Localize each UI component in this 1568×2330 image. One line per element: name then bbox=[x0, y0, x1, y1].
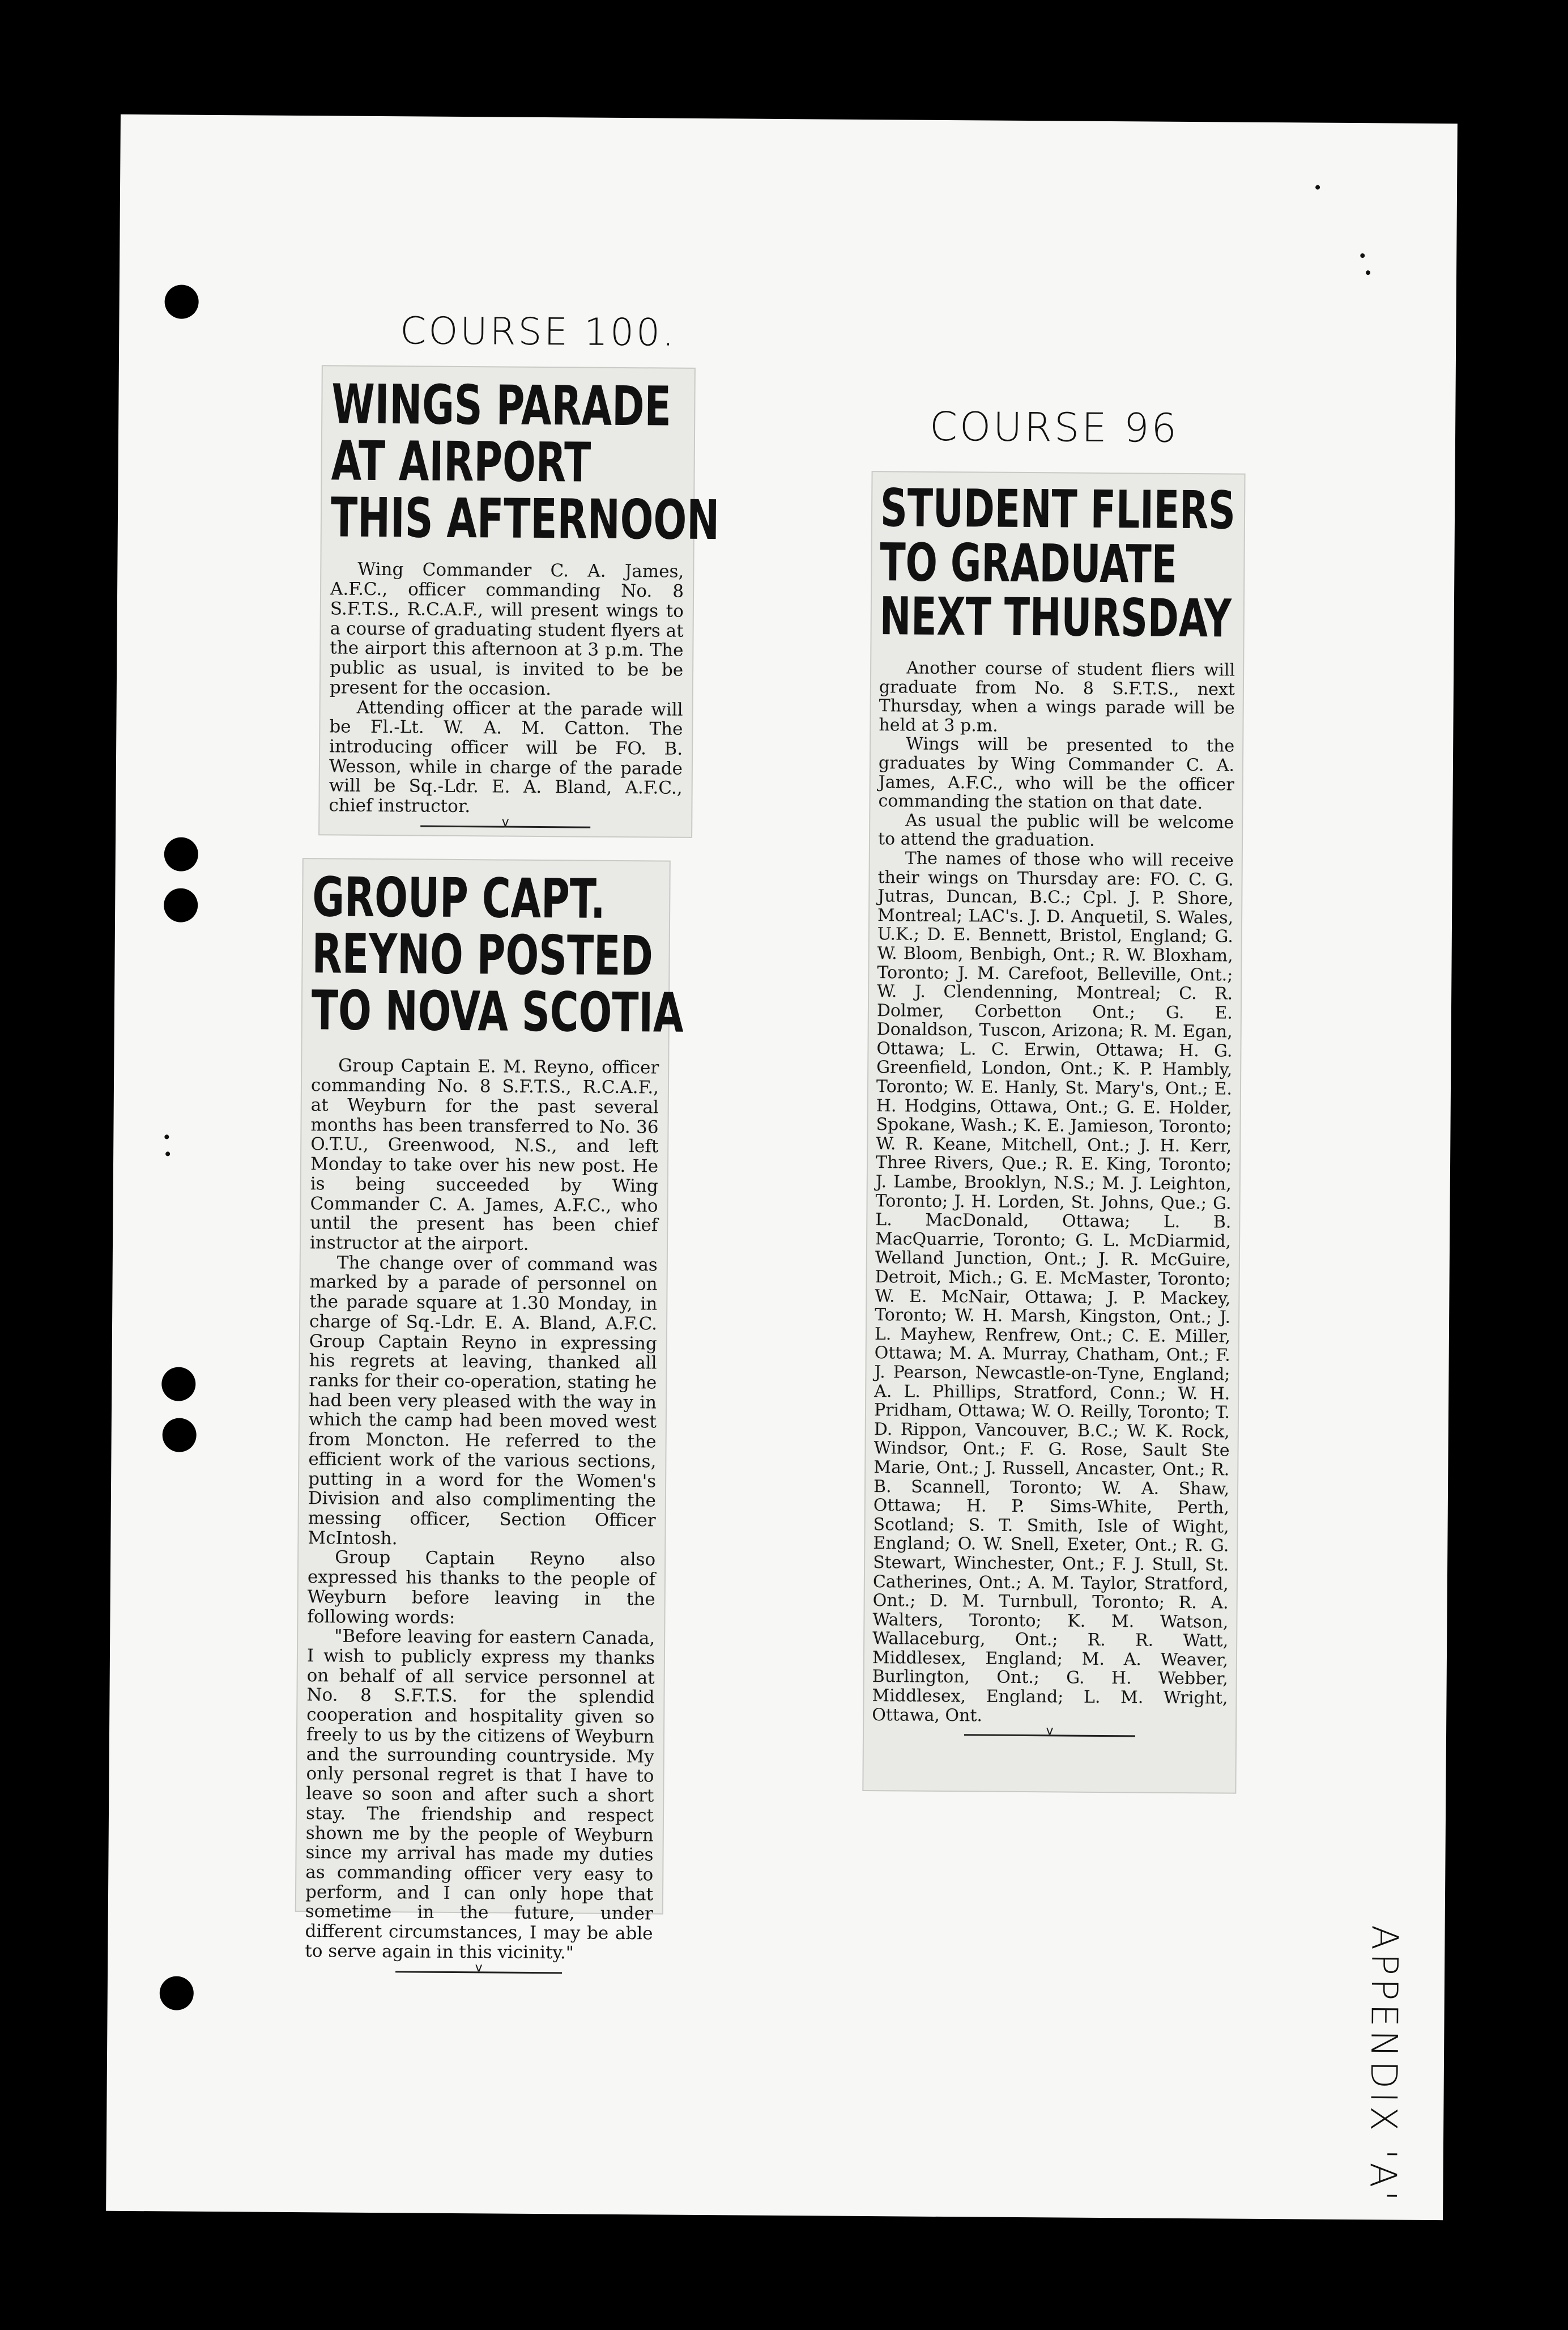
course-96-note: COURSE 96 bbox=[929, 403, 1179, 452]
dust-speck bbox=[1366, 270, 1370, 275]
headline-line: AT AIRPORT bbox=[331, 429, 591, 495]
dust-speck bbox=[1360, 253, 1365, 258]
binder-hole bbox=[162, 1418, 196, 1452]
article-paragraph: Another course of student fliers will graduate from No. 8 S.F.T.S., next Thursday, when a wings parade will be held at 3 p.m. bbox=[879, 658, 1235, 736]
headline-line: THIS AFTERNOON bbox=[330, 486, 720, 552]
article-body bbox=[329, 560, 684, 818]
binder-hole bbox=[160, 1976, 194, 2010]
headline-reyno-posted bbox=[311, 865, 684, 1045]
clipping-student-fliers bbox=[862, 471, 1245, 1794]
article-paragraph: "Before leaving for eastern Canada, I wish to publicly express my thanks on behalf of all service personnel at No. 8 S.F.T.S. for the splendid cooperation and hospitality given so freely to us by the citizens of Weyburn and the surrounding countryside. My only personal regret is that I have to leave so soon and after such a short stay. The friendship and respect shown me by the people of Weyburn since my arrival has made my duties as commanding officer very easy to perform, and I can only hope that sometime in the future, under different circumstances, I may be able to serve again in this vicinity." bbox=[305, 1626, 655, 1963]
headline-line: WINGS PARADE bbox=[331, 372, 672, 439]
scrapbook-page bbox=[106, 114, 1458, 2220]
article-body bbox=[872, 658, 1235, 1727]
headline-line: STUDENT FLIERS bbox=[880, 478, 1236, 541]
binder-hole bbox=[164, 888, 198, 922]
article-paragraph: Group Captain Reyno also expressed his thanks to the people of Weyburn before leaving in the following words: bbox=[307, 1547, 656, 1628]
headline-line: GROUP CAPT. bbox=[312, 865, 606, 931]
binder-hole bbox=[164, 837, 198, 871]
headline-student-fliers bbox=[879, 478, 1236, 649]
article-paragraph: Wings will be presented to the graduates by Wing Commander C. A. James, A.F.C., who will be the officer commanding the station on that date. bbox=[878, 734, 1235, 814]
article-paragraph: As usual the public will be welcome to attend the graduation. bbox=[877, 810, 1234, 851]
end-rule bbox=[395, 1971, 563, 1980]
binder-hole bbox=[161, 1367, 195, 1401]
article-body bbox=[305, 1056, 659, 1963]
dust-speck bbox=[1315, 185, 1320, 190]
headline-line: TO NOVA SCOTIA bbox=[311, 978, 684, 1045]
article-paragraph: Attending officer at the parade will be Fl.-Lt. W. A. M. Catton. The introducing officer will be FO. B. Wesson, while in charge of the parade will be Sq.-Ldr. E. A. Bland, A.F.C., chief instructor. bbox=[329, 697, 683, 817]
end-rule bbox=[964, 1734, 1135, 1744]
article-paragraph: Group Captain E. M. Reyno, officer commanding No. 8 S.F.T.S., R.C.A.F., at Weyburn for the past several months has been transferred to No. 36 O.T.U., Greenwood, N.S., and left Monday to take over his new post. He is being succeeded by Wing Commander C. A. James, A.F.C., who until the present has been chief instructor at the airport. bbox=[309, 1056, 659, 1255]
end-rule bbox=[420, 825, 590, 835]
headline-line: TO GRADUATE bbox=[880, 532, 1178, 595]
course-100-note: COURSE 100. bbox=[400, 309, 677, 355]
clipping-reyno-posted bbox=[295, 858, 684, 1963]
article-paragraph: Wing Commander C. A. James, A.F.C., officer commanding No. 8 S.F.T.S., R.C.A.F., will present wings to a course of graduating student flyers at the airport this afternoon at 3 p.m. The public as usual, is invited to be be present for the occasion. bbox=[329, 559, 684, 699]
binder-hole bbox=[164, 284, 198, 318]
headline-line: REYNO POSTED bbox=[312, 922, 654, 988]
name-list-paragraph: The names of those who will receive their wings on Thursday are: FO. C. G. Jutras, Duncan, B.C.; Cpl. J. P. Shore, Montreal; LAC's. J. D. Anquetil, S. Wales, U.K.; D. E. Bennett, Bristol, England; G. W. Bloom, Benbigh, Ont.; R. W. Bloxham, Toronto; J. M. Carefoot, Belleville, Ont.; W. J. Clendenning, Montreal; C. R. Dolmer, Corbetton Ont.; G. E. Donaldson, Tuscon, Arizona; R. M. Egan, Ottawa; L. C. Erwin, Ottawa; H. G. Greenfield, London, Ont.; K. P. Hambly, Toronto; W. E. Hanly, St. Mary's, Ont.; E. H. Hodgins, Ottawa, Ont.; G. E. Holder, Spokane, Wash.; K. E. Jamieson, Toronto; W. R. Keane, Mitchell, Ont.; J. H. Kerr, Three Rivers, Que.; R. E. King, Toronto; J. Lambe, Brooklyn, N.S.; M. J. Leighton, Toronto; J. H. Lorden, St. Johns, Que.; G. L. MacDonald, Ottawa; L. B. MacQuarrie, Toronto; G. L. McDiarmid, Welland Junction, Ont.; J. R. McGuire, Detroit, Mich.; G. E. McMaster, Toronto; W. E. McNair, Ottawa; J. P. Mackey, Toronto; W. H. Marsh, Kingston, Ont.; J. L. Mayhew, Renfrew, Ont.; C. E. Miller, Ottawa; M. A. Murray, Chatham, Ont.; F. J. Pearson, Newcastle-on-Tyne, England; A. L. Phillips, Stratford, Conn.; W. H. Pridham, Ottawa; W. O. Reilly, Toronto; T. D. Rippon, Vancouver, B.C.; W. K. Rock, Windsor, Ont.; F. G. Rose, Sault Ste Marie, Ont.; J. Russell, Ancaster, Ont.; R. B. Scannell, Toronto; W. A. Shaw, Ottawa; H. P. Sims-White, Perth, Scotland; S. T. Smith, Isle of Wight, England; O. W. Snell, Exeter, Ont.; R. G. Stewart, Winchester, Ont.; F. J. Stull, St. Catherines, Ont.; A. M. Taylor, Stratford, Ont.; D. M. Turnbull, Toronto; R. A. Walters, Toronto; K. M. Watson, Wallaceburg, Ont.; R. R. Watt, Middlesex, England; M. A. Weaver, Burlington, Ont.; G. H. Webber, Middlesex, England; L. M. Wright, Ottawa, Ont. bbox=[872, 848, 1234, 1726]
dust-speck bbox=[165, 1151, 170, 1156]
clipping-wings-parade bbox=[318, 365, 720, 838]
article-paragraph: The change over of command was marked by a parade of personnel on the parade square at 1.30 Monday, in charge of Sq.-Ldr. E. A. Bland, A.F.C. Group Captain Reyno in expressing his regrets at leaving, thanked all ranks for their co-operation, stating he had been very pleased with the way in which the camp had been moved west from Moncton. He referred to the efficient work of the various sections, putting in a word for the Women's Division and also complimenting the messing officer, Section Officer McIntosh. bbox=[308, 1252, 658, 1549]
dust-speck bbox=[164, 1134, 169, 1139]
appendix-label: APPENDIX 'A' bbox=[1361, 1925, 1405, 2205]
headline-wings-parade bbox=[330, 372, 720, 552]
headline-line: NEXT THURSDAY bbox=[879, 586, 1232, 649]
